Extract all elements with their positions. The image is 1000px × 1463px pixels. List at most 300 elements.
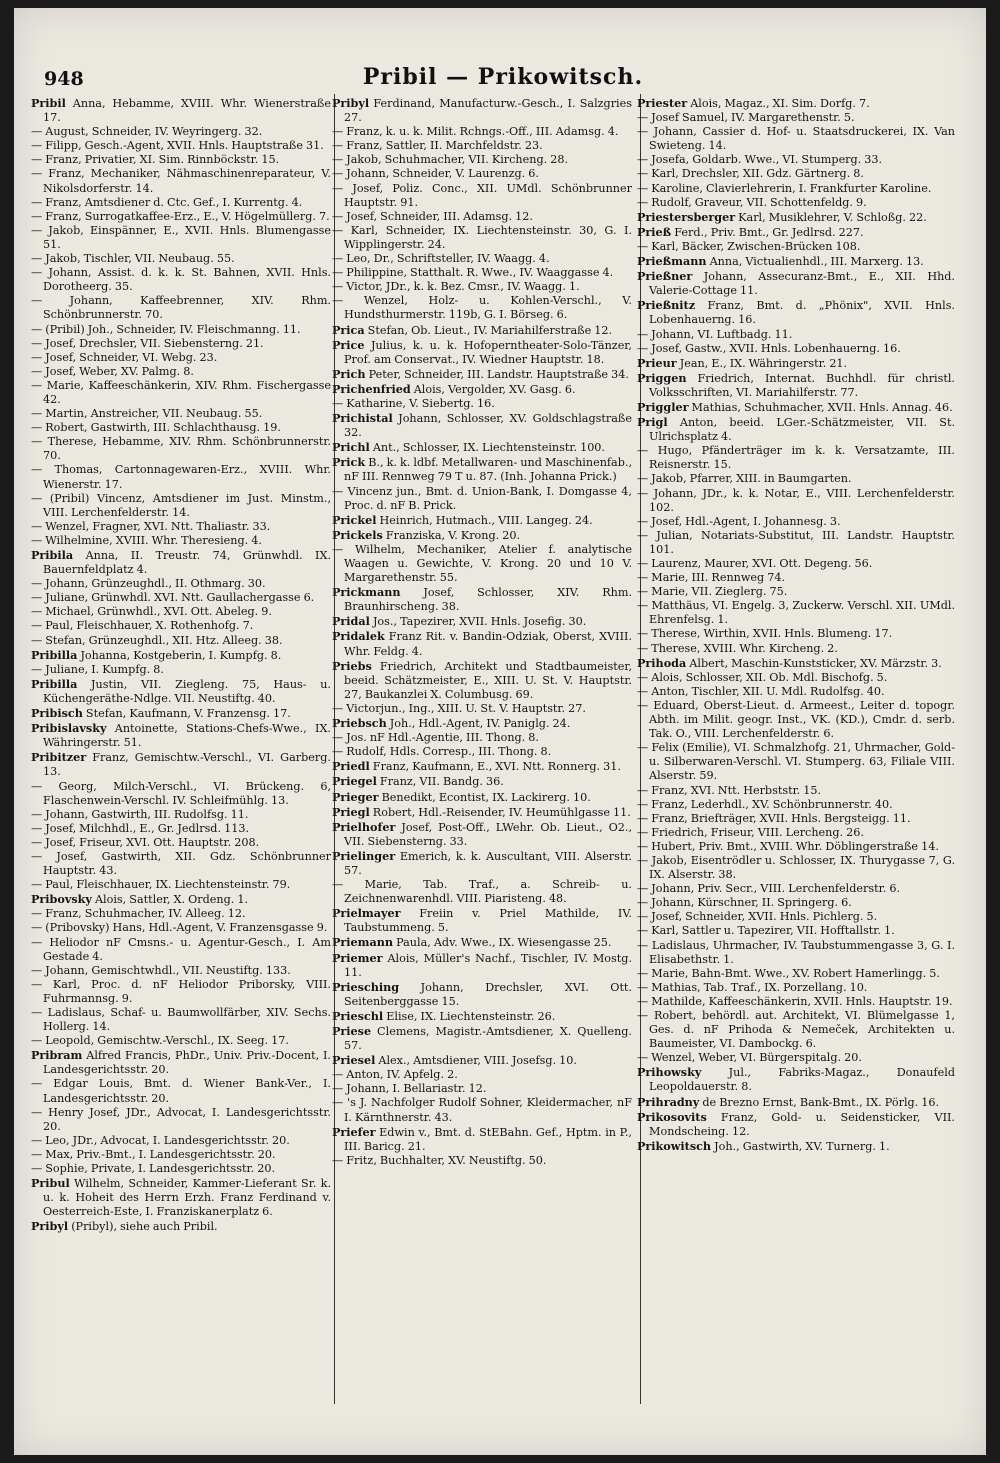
directory-entry (637, 355, 955, 371)
directory-entry (31, 821, 331, 836)
directory-entry (31, 977, 331, 1006)
directory-entry (332, 252, 632, 266)
entry-surname: Pridalek (332, 629, 385, 644)
entry-text: Alois, Sattler, X. Ordeng. 1. (91, 893, 249, 907)
entry-text: Jean, E., IX. Währingerstr. 21. (676, 356, 848, 370)
entry-surname: Pribislavsky (31, 721, 107, 736)
directory-entry (332, 1124, 632, 1154)
entry-surname: Priebs (332, 658, 372, 673)
entry-text: — Paul, Fleischhauer, IX. Liechtensteinstr. 79. (31, 878, 291, 892)
directory-entry (31, 519, 331, 534)
directory-entry (31, 407, 331, 421)
entry-text: — Josef, Schneider, III. Adamsg. 12. (332, 209, 533, 223)
directory-entry (637, 444, 955, 472)
entry-text: — Karoline, Clavierlehrerin, I. Frankfurter Karoline. (637, 181, 932, 195)
entry-surname: Priese (332, 1024, 372, 1038)
entry-text: — August, Schneider, IV. Weyringerg. 32. (31, 125, 263, 139)
directory-entry (332, 1068, 632, 1082)
directory-entry (31, 435, 331, 463)
directory-entry (637, 528, 955, 557)
entry-surname: Pribram (31, 1048, 83, 1063)
directory-entry (332, 209, 632, 224)
directory-entry (637, 684, 955, 699)
entry-text: — Therese, Wirthin, XVII. Hnls. Blumeng. 17. (637, 627, 893, 641)
entry-text: Anna, II. Treustr. 74, Grünwhdl. IX. Bauernfeldplatz 4. (43, 549, 331, 577)
directory-entry (31, 1133, 331, 1148)
entry-text: Clemens, Magistr.-Amtsdiener, X. Quelleng. 57. (344, 1025, 632, 1053)
entry-text: — Marie, III. Rennweg 74. (637, 571, 786, 585)
directory-entry (31, 1048, 331, 1077)
entry-text: — Marie, Tab. Traf., a. Schreib- u. Zeichnenwarenhdl. VIII. Piaristeng. 48. (332, 878, 632, 906)
directory-entry (332, 396, 632, 411)
directory-entry (332, 125, 632, 139)
entry-text: — Georg, Milch-Verschl., VI. Brückeng. 6, Flaschenwein-Verschl. IV. Schleifmühlg. 13. (31, 779, 331, 807)
directory-entry (637, 853, 955, 882)
entry-text: — Leo, JDr., Advocat, I. Landesgerichtsstr. 20. (31, 1133, 290, 1147)
entry-text: Jos., Tapezirer, XVII. Hnls. Josefig. 30. (369, 615, 587, 629)
entry-text: — Franz, Amtsdiener d. Ctc. Gef., I. Kurrentg. 4. (31, 195, 303, 209)
entry-text: — Hugo, Pfänderträger im k. k. Versatzamte, III. Reisnerstr. 15. (637, 444, 955, 472)
entry-text: — Leo, Dr., Schriftsteller, IV. Waagg. 4. (332, 252, 550, 266)
entry-text: — Thomas, Cartonnagewaren-Erz., XVIII. Whr. Wienerstr. 17. (31, 463, 331, 491)
entry-text: — Josef, Friseur, XVI. Ott. Hauptstr. 208. (31, 835, 260, 849)
directory-entry (637, 111, 955, 125)
directory-entry (637, 1109, 955, 1139)
entry-text: Mathias, Schuhmacher, XVII. Hnls. Annag. 46. (688, 400, 953, 414)
directory-entry (332, 585, 632, 614)
directory-entry (31, 96, 331, 125)
entry-surname: Prieger (332, 789, 379, 804)
directory-entry (637, 966, 955, 981)
entry-text: Franz, Gold- u. Seidensticker, VII. Mondscheing. 12. (649, 1110, 955, 1138)
entry-text: — Felix (Emilie), VI. Schmalzhofg. 21, Uhrmacher, Gold- u. Silberwaren-Verschl. VI. Stumperg. 63, Filiale VIII. Alserstr. 59. (637, 741, 955, 783)
entry-text: — Johann, Schneider, V. Laurenzg. 6. (332, 167, 539, 181)
entry-surname: Prichl (332, 440, 370, 455)
entry-text: Elise, IX. Liechtensteinstr. 26. (383, 1009, 556, 1023)
directory-entry (637, 224, 955, 240)
entry-text: Alois, Vergolder, XV. Gasg. 6. (410, 382, 576, 396)
directory-entry (637, 896, 955, 910)
directory-entry (637, 994, 955, 1009)
column-3 (637, 96, 955, 1154)
directory-entry (637, 514, 955, 529)
entry-text: — Max, Priv.-Bmt., I. Landesgerichtsstr. 20. (31, 1147, 276, 1161)
directory-entry (637, 1009, 955, 1051)
entry-text: — Josef, Gastw., XVII. Hnls. Lobenhauerng. 16. (637, 341, 901, 355)
directory-entry (31, 935, 331, 964)
directory-entry (332, 935, 632, 950)
entry-text: Robert, Hdl.-Reisender, IV. Heumühlgasse 11. (369, 805, 631, 819)
entry-surname: Pribilla (31, 647, 78, 662)
directory-entry (637, 698, 955, 741)
directory-entry (31, 921, 331, 935)
entry-text: — Victor, JDr., k. k. Bez. Cmsr., IV. Waagg. 1. (332, 280, 580, 294)
entry-surname: Price (332, 337, 365, 352)
entry-surname: Prieur (637, 355, 677, 370)
entry-text: — Jakob, Schuhmacher, VII. Kircheng. 28. (332, 153, 569, 167)
entry-text: Alex., Amtsdiener, VIII. Josefsg. 10. (375, 1054, 577, 1068)
directory-entry (31, 591, 331, 605)
directory-entry (332, 266, 632, 280)
entry-text: — Hubert, Priv. Bmt., XVIII. Whr. Döblingerstraße 14. (637, 839, 939, 853)
entry-text: Anna, Hebamme, XVIII. Whr. Wienerstraße 17. (43, 97, 331, 125)
directory-entry (31, 1147, 331, 1162)
entry-text: Julius, k. u. k. Hofoperntheater-Solo-Tänzer, Prof. am Conservat., IV. Wiedner Hauptstr. 18. (344, 338, 632, 366)
entry-surname: Priesching (332, 979, 400, 994)
entry-surname: Prielhofer (332, 819, 396, 834)
entry-surname: Priemer (332, 950, 383, 965)
entry-text: — Matthäus, VI. Engelg. 3, Zuckerw. Verschl. XII. UMdl. Ehrenfelsg. 1. (637, 599, 955, 627)
entry-text: — Josef, Weber, XV. Palmg. 8. (31, 364, 194, 378)
entry-surname: Priggler (637, 399, 689, 414)
directory-entry (332, 381, 632, 397)
entry-text: — Johann, Gemischtwhdl., VII. Neustiftg. 133. (31, 963, 291, 977)
directory-entry (31, 647, 331, 663)
entry-text: — Friedrich, Friseur, VIII. Lercheng. 26. (637, 825, 864, 839)
entry-text: — Johann, Gastwirth, III. Rudolfsg. 11. (31, 807, 249, 821)
entry-text: — Karl, Proc. d. nF Heliodor Priborsky, VIII. Fuhrmannsg. 9. (31, 977, 331, 1005)
directory-entry (31, 153, 331, 167)
entry-surname: Priegl (332, 804, 370, 819)
directory-entry (31, 1105, 331, 1134)
entry-text: — Filipp, Gesch.-Agent, XVII. Hnls. Hauptstraße 31. (31, 139, 324, 153)
directory-entry (637, 298, 955, 327)
entry-text: — Marie, Bahn-Bmt. Wwe., XV. Robert Hamerlingg. 5. (637, 966, 940, 980)
entry-text: Heinrich, Hutmach., VIII. Langeg. 24. (376, 513, 593, 527)
entry-text: — Karl, Bäcker, Zwischen-Brücken 108. (637, 239, 861, 253)
entry-text: Josef, Post-Off., LWehr. Ob. Lieut., O2., VII. Siebensterng. 33. (344, 820, 632, 848)
entry-text: Joh., Hdl.-Agent, IV. Paniglg. 24. (386, 717, 571, 731)
entry-text: Johann, Assecuranz-Bmt., E., XII. Hhd. Valerie-Cottage 11. (649, 270, 955, 298)
entry-text: Friedrich, Internat. Buchhdl. für christl. Volksschriften, VI. Mariahilferstr. 77. (649, 371, 955, 399)
directory-entry (332, 819, 632, 849)
entry-surname: Prielmayer (332, 906, 401, 921)
entry-text: — Franz, Mechaniker, Nähmaschinenreparateur, V. Nikolsdorferstr. 14. (31, 167, 331, 195)
directory-entry (31, 491, 331, 520)
entry-text: — Anton, IV. Apfelg. 2. (332, 1068, 458, 1082)
entry-surname: Prießmann (637, 254, 707, 269)
entry-text: Karl, Musiklehrer, V. Schloßg. 22. (735, 210, 927, 224)
entry-text: — Edgar Louis, Bmt. d. Wiener Bank-Ver., I. Landesgerichtsstr. 20. (31, 1077, 331, 1105)
directory-entry (332, 789, 632, 805)
directory-entry (332, 484, 632, 513)
entry-text: — Vincenz jun., Bmt. d. Union-Bank, I. Domgasse 4, Proc. d. nF B. Prick. (332, 484, 632, 512)
entry-text: — (Pribil) Vincenz, Amtsdiener im Just. Minstm., VIII. Lerchenfelderstr. 14. (31, 491, 331, 519)
entry-text: — Johann, Grünzeughdl., II. Othmarg. 30. (31, 577, 266, 591)
entry-surname: Prickmann (332, 585, 401, 600)
entry-text: — Julian, Notariats-Substitut, III. Landstr. Hauptstr. 101. (637, 528, 955, 556)
entry-text: — Johann, VI. Luftbadg. 11. (637, 327, 793, 341)
entry-text: — Jakob, Eisentrödler u. Schlosser, IX. Thurygasse 7, G. IX. Alserstr. 38. (637, 853, 955, 882)
directory-entry (31, 633, 331, 648)
directory-entry (637, 557, 955, 571)
directory-entry (31, 605, 331, 619)
entry-surname: Prießner (637, 269, 693, 284)
directory-entry (332, 1153, 632, 1168)
entry-text: Josef, Schlosser, XIV. Rhm. Braunhirscheng. 38. (344, 586, 632, 614)
entry-text: Alois, Magaz., XI. Sim. Dorfg. 7. (687, 97, 870, 110)
directory-entry (332, 527, 632, 543)
directory-entry (31, 878, 331, 892)
page-number: 948 (44, 68, 84, 90)
entry-surname: Pribyl (31, 1219, 69, 1234)
entry-text: — (Pribil) Joh., Schneider, IV. Fleischmanng. 11. (31, 322, 301, 336)
directory-entry (31, 1162, 331, 1176)
directory-entry (31, 706, 331, 721)
directory-entry (332, 950, 632, 980)
directory-entry (31, 322, 331, 337)
entry-text: — Franz, Surrogatkaffee-Erz., E., V. Högelmüllerg. 7. (31, 209, 330, 223)
directory-entry (332, 716, 632, 731)
directory-entry (31, 139, 331, 153)
directory-entry (31, 849, 331, 878)
entry-surname: Priestersberger (637, 209, 736, 224)
entry-text: — Alois, Schlosser, XII. Ob. Mdl. Bischofg. 5. (637, 670, 888, 684)
directory-entry (31, 350, 331, 365)
entry-text: (Pribyl), siehe auch Pribil. (68, 1220, 218, 1234)
entry-surname: Priefer (332, 1124, 376, 1139)
entry-surname: Priebsch (332, 716, 387, 731)
entry-text: — Josef, Gastwirth, XII. Gdz. Schönbrunner Hauptstr. 43. (31, 849, 331, 878)
directory-entry (637, 153, 955, 167)
entry-text: — Josef, Milchhdl., E., Gr. Jedlrsd. 113. (31, 821, 249, 835)
directory-entry (31, 252, 331, 266)
directory-entry (31, 1077, 331, 1105)
entry-text: — Wilhelmine, XVIII. Whr. Theresieng. 4. (31, 533, 262, 547)
directory-entry (332, 153, 632, 167)
entry-surname: Pribovsky (31, 892, 92, 907)
directory-entry (332, 411, 632, 440)
directory-entry (332, 979, 632, 1009)
entry-surname: Prickels (332, 527, 383, 542)
entry-text: Paula, Adv. Wwe., IX. Wiesengasse 25. (393, 936, 612, 950)
entry-text: — Anton, Tischler, XII. U. Mdl. Rudolfsg. 40. (637, 684, 885, 698)
entry-text: Ferdinand, Manufacturw.-Gesch., I. Salzgries 27. (344, 97, 632, 125)
entry-text: — Johann, Priv. Secr., VIII. Lerchenfelderstr. 6. (637, 882, 901, 896)
entry-text: — Mathias, Tab. Traf., IX. Porzellang. 10. (637, 980, 868, 994)
directory-entry (637, 254, 955, 269)
directory-entry (332, 745, 632, 759)
directory-entry (31, 463, 331, 491)
directory-entry (31, 167, 331, 195)
entry-text: Anton, beeid. LGer.-Schätzmeister, VII. St. Ulrichsplatz 4. (649, 416, 955, 444)
entry-text: — Jakob, Pfarrer, XIII. in Baumgarten. (637, 472, 852, 486)
entry-text: — Rudolf, Graveur, VII. Schottenfeldg. 9. (637, 195, 867, 209)
entry-text: — Fritz, Buchhalter, XV. Neustiftg. 50. (332, 1153, 547, 1167)
entry-text: — Johann, Kaffeebrenner, XIV. Rhm. Schönbrunnerstr. 70. (31, 294, 331, 322)
entry-surname: Prihradny (637, 1094, 700, 1109)
entry-surname: Prick (332, 455, 366, 470)
entry-surname: Pribul (31, 1176, 70, 1191)
entry-surname: Pribitzer (31, 750, 87, 765)
entry-text: — Franz, Briefträger, XVII. Hnls. Bergsteigg. 11. (637, 811, 911, 825)
entry-text: — Juliane, Grünwhdl. XVI. Ntt. Gaullachergasse 6. (31, 591, 315, 605)
entry-text: Franz, Kaufmann, E., XVI. Ntt. Ronnerg. 31. (369, 760, 621, 774)
directory-entry (637, 181, 955, 196)
entry-text: — Josef, Schneider, VI. Webg. 23. (31, 350, 218, 364)
entry-text: — Johann, Kürschner, II. Springerg. 6. (637, 896, 852, 910)
directory-entry (637, 585, 955, 599)
entry-surname: Pribisch (31, 706, 83, 721)
directory-entry (31, 548, 331, 577)
directory-entry (332, 804, 632, 820)
entry-text: Stefan, Kaufmann, V. Franzensg. 17. (82, 707, 291, 721)
directory-entry (332, 542, 632, 585)
directory-entry (31, 676, 331, 706)
directory-entry (31, 835, 331, 850)
directory-entry (332, 701, 632, 716)
entry-surname: Pridal (332, 614, 370, 629)
directory-entry (637, 1094, 955, 1110)
entry-text: — Josef, Poliz. Conc., XII. UMdl. Schönbrunner Hauptstr. 91. (332, 181, 632, 209)
entry-text: — Paul, Fleischhauer, X. Rothenhofg. 7. (31, 619, 254, 633)
entry-text: — Robert, Gastwirth, III. Schlachthausg. 19. (31, 421, 281, 435)
entry-text: — Johann, Assist. d. k. k. St. Bahnen, XVII. Hnls. Dorotheerg. 35. (31, 266, 331, 294)
directory-entry (332, 96, 632, 125)
directory-entry (332, 1024, 632, 1053)
directory-entry (637, 670, 955, 685)
entry-text: — Rudolf, Hdls. Corresp., III. Thong. 8. (332, 745, 552, 759)
entry-text: Stefan, Ob. Lieut., IV. Mariahilferstraße 12. (364, 323, 613, 337)
directory-entry (332, 1096, 632, 1124)
directory-entry (332, 1008, 632, 1024)
entry-text: — Karl, Schneider, IX. Liechtensteinstr. 30, G. I. Wipplingerstr. 24. (332, 223, 632, 251)
entry-text: — Sophie, Private, I. Landesgerichtsstr. 20. (31, 1162, 276, 1176)
entry-text: Peter, Schneider, III. Landstr. Hauptstraße 34. (365, 367, 629, 381)
entry-surname: Prieschl (332, 1008, 384, 1023)
entry-text: Franz Rit. v. Bandin-Odziak, Oberst, XVIII. Whr. Feldg. 4. (344, 630, 632, 658)
entry-surname: Prikosovits (637, 1109, 707, 1124)
directory-entry (31, 963, 331, 978)
directory-entry (332, 223, 632, 252)
directory-entry (31, 721, 331, 750)
entry-surname: Prichistal (332, 411, 393, 426)
entry-text: — Ladislaus, Schaf- u. Baumwollfärber, XIV. Sechs. Hollerg. 14. (31, 1006, 331, 1034)
directory-entry (637, 96, 955, 111)
directory-entry (332, 878, 632, 906)
directory-entry (31, 195, 331, 210)
entry-surname: Pribyl (332, 96, 370, 110)
directory-entry (31, 750, 331, 779)
directory-entry (31, 907, 331, 921)
entry-text: — Leopold, Gemischtw.-Verschl., IX. Seeg. 17. (31, 1034, 289, 1048)
directory-entry (31, 577, 331, 591)
directory-entry (637, 924, 955, 938)
directory-entry (31, 378, 331, 407)
entry-text: Jul., Fabriks-Magaz., Donaufeld Leopoldauerstr. 8. (649, 1066, 955, 1094)
entry-surname: Priester (637, 96, 688, 110)
entry-text: — Therese, Hebamme, XIV. Rhm. Schönbrunnerstr. 70. (31, 435, 331, 463)
directory-entry (637, 167, 955, 181)
entry-text: — Franz, k. u. k. Milit. Rchngs.-Off., III. Adamsg. 4. (332, 125, 619, 139)
directory-entry (332, 629, 632, 658)
entry-text: B., k. k. ldbf. Metallwaren- und Maschinenfab., nF III. Rennweg 79 T u. 87. (Inh. Johanna Prick.) (344, 456, 632, 484)
entry-text: — Katharine, V. Siebertg. 16. (332, 396, 495, 410)
entry-text: — Marie, Kaffeeschänkerin, XIV. Rhm. Fischergasse 42. (31, 378, 331, 406)
directory-entry (31, 1034, 331, 1048)
directory-entry (332, 366, 632, 382)
directory-entry (332, 440, 632, 455)
entry-text: — 's J. Nachfolger Rudolf Sohner, Kleidermacher, nF I. Kärnthnerstr. 43. (332, 1096, 632, 1124)
entry-text: — Franz, Privatier, XI. Sim. Rinnböckstr. 15. (31, 153, 280, 167)
entry-text: — Franz, Lederhdl., XV. Schönbrunnerstr. 40. (637, 797, 893, 811)
entry-text: — Wenzel, Weber, VI. Bürgerspitalg. 20. (637, 1051, 862, 1065)
directory-entry (31, 336, 331, 351)
entry-surname: Priedl (332, 759, 370, 774)
directory-entry (31, 125, 331, 139)
directory-entry (637, 209, 955, 225)
directory-entry (637, 125, 955, 153)
entry-text: — Michael, Grünwhdl., XVI. Ott. Abeleg. 9. (31, 605, 272, 619)
directory-entry (637, 399, 955, 415)
entry-text: — Josefa, Goldarb. Wwe., VI. Stumperg. 33. (637, 153, 883, 167)
entry-text: — Karl, Drechsler, XII. Gdz. Gärtnerg. 8. (637, 167, 864, 181)
entry-text: — Robert, behördl. aut. Architekt, VI. Blümelgasse 1, Ges. d. nF Prihoda & Nemeček, Architekten u. Baumeister, VI. Dambockg. 6. (637, 1009, 955, 1051)
entry-text: — Henry Josef, JDr., Advocat, I. Landesgerichtsstr. 20. (31, 1105, 331, 1133)
directory-entry (637, 599, 955, 627)
directory-entry (332, 658, 632, 702)
directory-entry (637, 1138, 955, 1154)
column-2 (332, 96, 632, 1168)
directory-entry (637, 472, 955, 486)
entry-surname: Prigl (637, 415, 668, 430)
entry-text: — Johann, JDr., k. k. Notar, E., VIII. Lerchenfelderstr. 102. (637, 486, 955, 514)
entry-text: — Wenzel, Holz- u. Kohlen-Verschl., V. Hundsthurmerstr. 119b, G. I. Börseg. 6. (332, 294, 632, 322)
directory-entry (332, 139, 632, 153)
directory-entry (637, 825, 955, 840)
entry-text: — Heliodor nF Cmsns.- u. Agentur-Gesch., I. Am Gestade 4. (31, 935, 331, 963)
entry-text: Johanna, Kostgeberin, I. Kumpfg. 8. (77, 648, 282, 662)
directory-entry (332, 759, 632, 774)
entry-text: — Ladislaus, Uhrmacher, IV. Taubstummengasse 3, G. I. Elisabethstr. 1. (637, 938, 955, 966)
directory-entry (332, 455, 632, 484)
directory-entry (637, 571, 955, 585)
entry-surname: Pribila (31, 548, 74, 562)
directory-entry (332, 1082, 632, 1096)
directory-entry (637, 797, 955, 812)
entry-text: Benedikt, Econtist, IX. Lackirerg. 10. (378, 790, 591, 804)
entry-text: Franz, VII. Bandg. 36. (376, 775, 504, 789)
directory-entry (31, 662, 331, 677)
directory-entry (332, 848, 632, 878)
entry-text: Albert, Maschin-Kunststicker, XV. Märzstr. 3. (686, 656, 942, 670)
entry-surname: Priegel (332, 774, 377, 789)
directory-entry (332, 512, 632, 528)
entry-text: — Jos. nF Hdl.-Agentie, III. Thong. 8. (332, 731, 539, 745)
directory-entry (31, 1006, 331, 1034)
directory-entry (637, 486, 955, 515)
entry-text: Antoinette, Stations-Chefs-Wwe., IX. Währingerstr. 51. (43, 722, 331, 750)
entry-text: Freiin v. Priel Mathilde, IV. Taubstummeng. 5. (344, 907, 632, 935)
directory-entry (637, 938, 955, 967)
entry-surname: Prielinger (332, 848, 396, 863)
directory-entry (332, 731, 632, 745)
directory-entry (637, 327, 955, 342)
directory-entry (332, 906, 632, 935)
entry-text: — Stefan, Grünzeughdl., XII. Htz. Alleeg. 38. (31, 633, 283, 647)
entry-text: — Josef, Schneider, XVII. Hnls. Pichlerg. 5. (637, 910, 878, 924)
entry-surname: Prichenfried (332, 381, 411, 396)
entry-text: Joh., Gastwirth, XV. Turnerg. 1. (711, 1139, 890, 1153)
directory-entry (31, 209, 331, 224)
directory-entry (637, 269, 955, 298)
directory-entry (332, 337, 632, 367)
directory-entry (31, 266, 331, 294)
directory-entry (31, 533, 331, 548)
directory-entry (332, 181, 632, 210)
entry-text: — Wenzel, Fragner, XVI. Ntt. Thaliastr. 33. (31, 519, 271, 533)
entry-surname: Prihowsky (637, 1065, 702, 1080)
